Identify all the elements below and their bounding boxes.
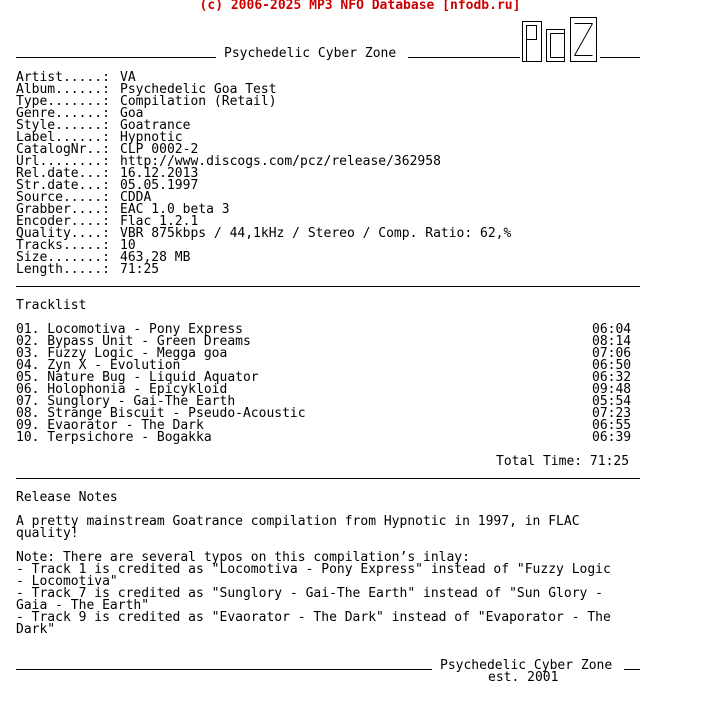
info-value: EAC 1.0 beta 3 [120, 202, 230, 217]
info-key: Artist.....: [16, 70, 110, 85]
info-key: Encoder....: [16, 214, 110, 229]
info-key: Album......: [16, 82, 110, 97]
release-notes-line: Gaia - The Earth" [16, 598, 150, 613]
footer-est: est. 2001 [488, 670, 559, 685]
info-key: Genre......: [16, 106, 110, 121]
info-key: Size.......: [16, 250, 110, 265]
info-value: http://www.discogs.com/pcz/release/362958 [120, 154, 441, 169]
info-value: CDDA [120, 190, 152, 205]
header-rule-right [600, 57, 640, 58]
info-value: CLP 0002-2 [120, 142, 199, 157]
header-rule-middle [408, 57, 520, 58]
info-value: VA [120, 70, 136, 85]
track-time: 07:23 [592, 406, 632, 421]
divider-info [16, 286, 640, 287]
total-time: Total Time: 71:25 [496, 454, 630, 469]
track-time: 05:54 [592, 394, 632, 409]
info-key: Style......: [16, 118, 110, 133]
track-time: 06:04 [592, 322, 632, 337]
info-key: Url........: [16, 154, 110, 169]
pcz-logo [522, 17, 598, 65]
track-title: 02. Bypass Unit - Green Dreams [16, 334, 251, 349]
release-notes-line: Dark" [16, 622, 56, 637]
track-time: 06:55 [592, 418, 632, 433]
info-value: Compilation (Retail) [120, 94, 277, 109]
release-notes-line: - Track 7 is credited as "Sunglory - Gai-The Earth" instead of "Sun Glory - [16, 586, 603, 601]
track-time: 08:14 [592, 334, 632, 349]
track-title: 07. Sunglory - Gai-The Earth [16, 394, 236, 409]
info-value: Psychedelic Goa Test [120, 82, 277, 97]
info-value: Goatrance [120, 118, 191, 133]
info-key: Label......: [16, 130, 110, 145]
info-key: Rel.date...: [16, 166, 110, 181]
info-key: Quality....: [16, 226, 110, 241]
track-title: 06. Holophonia - Epicykloid [16, 382, 228, 397]
info-key: Grabber....: [16, 202, 110, 217]
track-title: 05. Nature Bug - Liquid Aquator [16, 370, 259, 385]
info-key: Source.....: [16, 190, 110, 205]
info-value: Goa [120, 106, 144, 121]
info-key: Str.date...: [16, 178, 110, 193]
divider-tracklist [16, 478, 640, 479]
info-value: 05.05.1997 [120, 178, 199, 193]
track-time: 07:06 [592, 346, 632, 361]
track-title: 08. Strange Biscuit - Pseudo-Acoustic [16, 406, 306, 421]
nfodb-credit: (c) 2006-2025 MP3 NFO Database [nfodb.ru] [199, 0, 521, 13]
release-notes-line: quality! [16, 526, 79, 541]
info-value: 71:25 [120, 262, 160, 277]
info-value: 463,28 MB [120, 250, 191, 265]
track-title: 10. Terpsichore - Bogakka [16, 430, 212, 445]
info-key: Tracks.....: [16, 238, 110, 253]
release-notes-line: - Track 1 is credited as "Locomotiva - Pony Express" instead of "Fuzzy Logic [16, 562, 611, 577]
release-notes-line: - Locomotiva" [16, 574, 118, 589]
release-notes-heading: Release Notes [16, 490, 118, 505]
track-title: 03. Fuzzy Logic - Megga goa [16, 346, 228, 361]
info-key: Length.....: [16, 262, 110, 277]
track-time: 06:50 [592, 358, 632, 373]
info-value: Flac 1.2.1 [120, 214, 199, 229]
track-title: 01. Locomotiva - Pony Express [16, 322, 243, 337]
track-title: 04. Zyn X - Evolution [16, 358, 181, 373]
footer-group-name: Psychedelic Cyber Zone [440, 658, 613, 673]
release-notes-line: - Track 9 is credited as "Evaorator - The Dark" instead of "Evaporator - The [16, 610, 611, 625]
info-key: CatalogNr..: [16, 142, 110, 157]
track-time: 06:39 [592, 430, 632, 445]
track-time: 09:48 [592, 382, 632, 397]
footer-rule-right [624, 669, 640, 670]
track-time: 06:32 [592, 370, 632, 385]
track-title: 09. Evaorator - The Dark [16, 418, 204, 433]
release-notes-line: A pretty mainstream Goatrance compilation from Hypnotic in 1997, in FLAC [16, 514, 580, 529]
release-notes-line: Note: There are several typos on this compilation’s inlay: [16, 550, 470, 565]
info-value: 16.12.2013 [120, 166, 199, 181]
info-key: Type.......: [16, 94, 110, 109]
info-value: Hypnotic [120, 130, 183, 145]
tracklist-heading: Tracklist [16, 298, 87, 313]
header-rule-left [16, 57, 216, 58]
info-value: VBR 875kbps / 44,1kHz / Stereo / Comp. Ratio: 62,% [120, 226, 512, 241]
footer-rule-left [16, 669, 432, 670]
header-group-name: Psychedelic Cyber Zone [224, 46, 397, 61]
info-value: 10 [120, 238, 136, 253]
